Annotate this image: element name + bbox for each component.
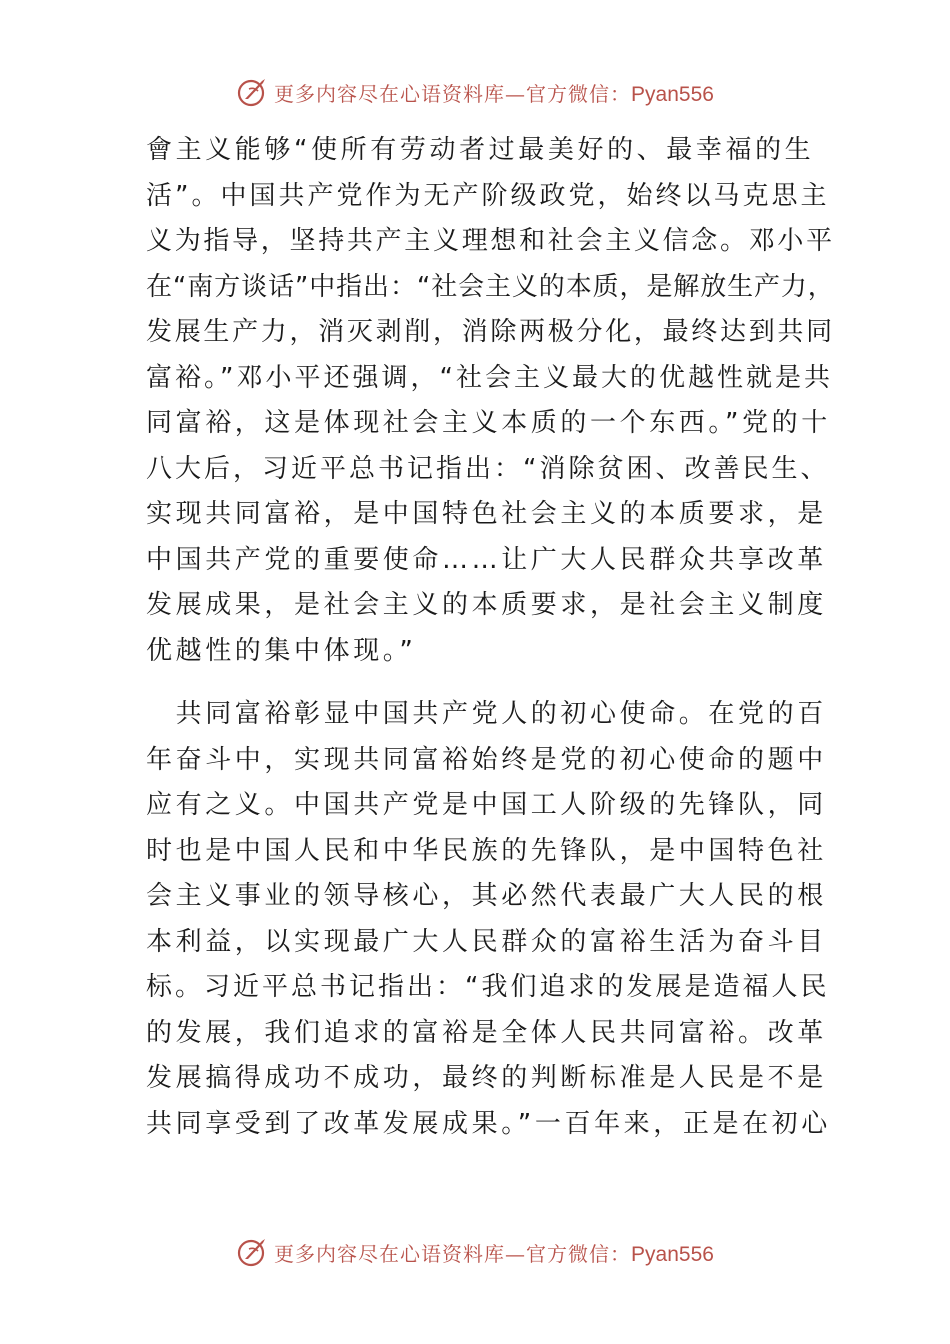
- document-body: [146, 128, 836, 1147]
- text-line: 优越性的集中体现。”: [146, 635, 417, 666]
- text-line: 本利益，以实现最广大人民群众的富裕生活为奋斗目: [146, 926, 827, 957]
- text-line: 时也是中国人民和中华民族的先锋队，是中国特色社: [146, 835, 827, 866]
- paragraph-2: [146, 692, 836, 1147]
- text-line: 富裕。”邓小平还强调，“社会主义最大的优越性就是共: [146, 362, 833, 393]
- banner-text: 更多内容尽在心语资料库—官方微信：Pyan556: [274, 81, 714, 106]
- text-line: 标。习近平总书记指出：“我们追求的发展是造福人民: [146, 972, 830, 1002]
- quill-logo-icon: [236, 75, 270, 109]
- header-banner: [0, 72, 950, 112]
- text-line: 的发展，我们追求的富裕是全体人民共同富裕。改革: [146, 1017, 827, 1048]
- text-line: 发展搞得成功不成功，最终的判断标准是人民是不是: [146, 1063, 827, 1093]
- text-line: 实现共同富裕，是中国特色社会主义的本质要求，是: [146, 499, 827, 529]
- text-line: 同富裕，这是体现社会主义本质的一个东西。”党的十: [146, 408, 831, 438]
- text-line: 会主义事业的领导核心，其必然代表最广大人民的根: [146, 881, 827, 911]
- text-line: 发展成果，是社会主义的本质要求，是社会主义制度: [146, 590, 827, 620]
- text-line: 中国共产党的重要使命……让广大人民群众共享改革: [146, 544, 827, 575]
- quill-logo-icon: [236, 1235, 270, 1269]
- text-line: 应有之义。中国共产党是中国工人阶级的先锋队，同: [146, 790, 827, 820]
- text-line: 义为指导，坚持共产主义理想和社会主义信念。邓小平: [146, 226, 835, 256]
- paragraph-1: [146, 128, 836, 674]
- text-line: 活”。中国共产党作为无产阶级政党，始终以马克思主: [146, 180, 830, 211]
- text-line: 會主义能够“使所有劳动者过最美好的、最幸福的生: [146, 135, 815, 165]
- text-line: 发展生产力，消灭剥削，消除两极分化，最终达到共同: [146, 317, 835, 347]
- text-line: 共同富裕彰显中国共产党人的初心使命。在党的百: [146, 699, 827, 729]
- text-line: 八大后，习近平总书记指出：“消除贫困、改善民生、: [146, 453, 830, 484]
- banner-text: 更多内容尽在心语资料库—官方微信：Pyan556: [274, 1241, 714, 1266]
- footer-banner: [0, 1232, 950, 1272]
- text-line: 年奋斗中，实现共同富裕始终是党的初心使命的题中: [146, 744, 827, 775]
- text-line: 在“南方谈话”中指出：“社会主义的本质，是解放生产力，: [146, 271, 835, 302]
- text-line: 共同享受到了改革发展成果。”一百年来，正是在初心: [146, 1108, 831, 1139]
